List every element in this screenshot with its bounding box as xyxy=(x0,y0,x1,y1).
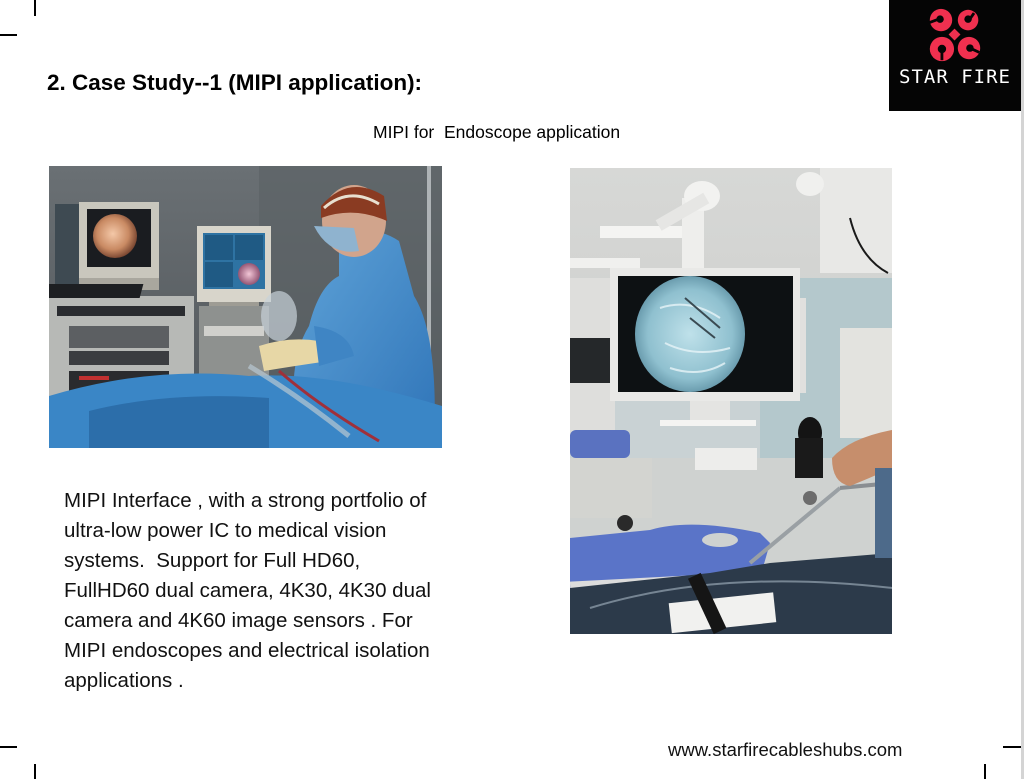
photo-icon xyxy=(49,166,442,448)
crop-mark-top-left-vertical xyxy=(34,0,36,16)
star-fire-logo-icon xyxy=(927,7,983,63)
paragraph-line: FullHD60 dual camera, 4K30, 4K30 dual xyxy=(64,579,431,602)
page-title: 2. Case Study--1 (MIPI application): xyxy=(47,70,423,95)
operating-room-monitor-photo xyxy=(570,168,892,634)
crop-mark-bottom-left-horizontal xyxy=(0,746,17,748)
photo-icon xyxy=(570,168,892,634)
crop-mark-bottom-left-vertical xyxy=(34,764,36,779)
crop-mark-top-left-horizontal xyxy=(0,34,17,36)
crop-mark-bottom-right-horizontal xyxy=(1003,746,1021,748)
logo-text: STAR FIRE xyxy=(899,66,1011,88)
star-fire-logo xyxy=(889,0,1021,111)
footer-website-url: www.starfirecableshubs.com xyxy=(668,739,903,760)
paragraph-line: ultra-low power IC to medical vision xyxy=(64,519,387,542)
paragraph-line: applications . xyxy=(64,669,184,692)
description-paragraph xyxy=(64,486,494,696)
crop-mark-bottom-right-vertical xyxy=(984,764,986,779)
surgeon-endoscopy-photo xyxy=(49,166,442,448)
paragraph-line: systems. Support for Full HD60, xyxy=(64,549,361,572)
paragraph-line: camera and 4K60 image sensors . For xyxy=(64,609,413,632)
page-subtitle: MIPI for Endoscope application xyxy=(373,122,621,142)
paragraph-line: MIPI Interface , with a strong portfolio of xyxy=(64,489,427,512)
paragraph-line: MIPI endoscopes and electrical isolation xyxy=(64,639,430,662)
